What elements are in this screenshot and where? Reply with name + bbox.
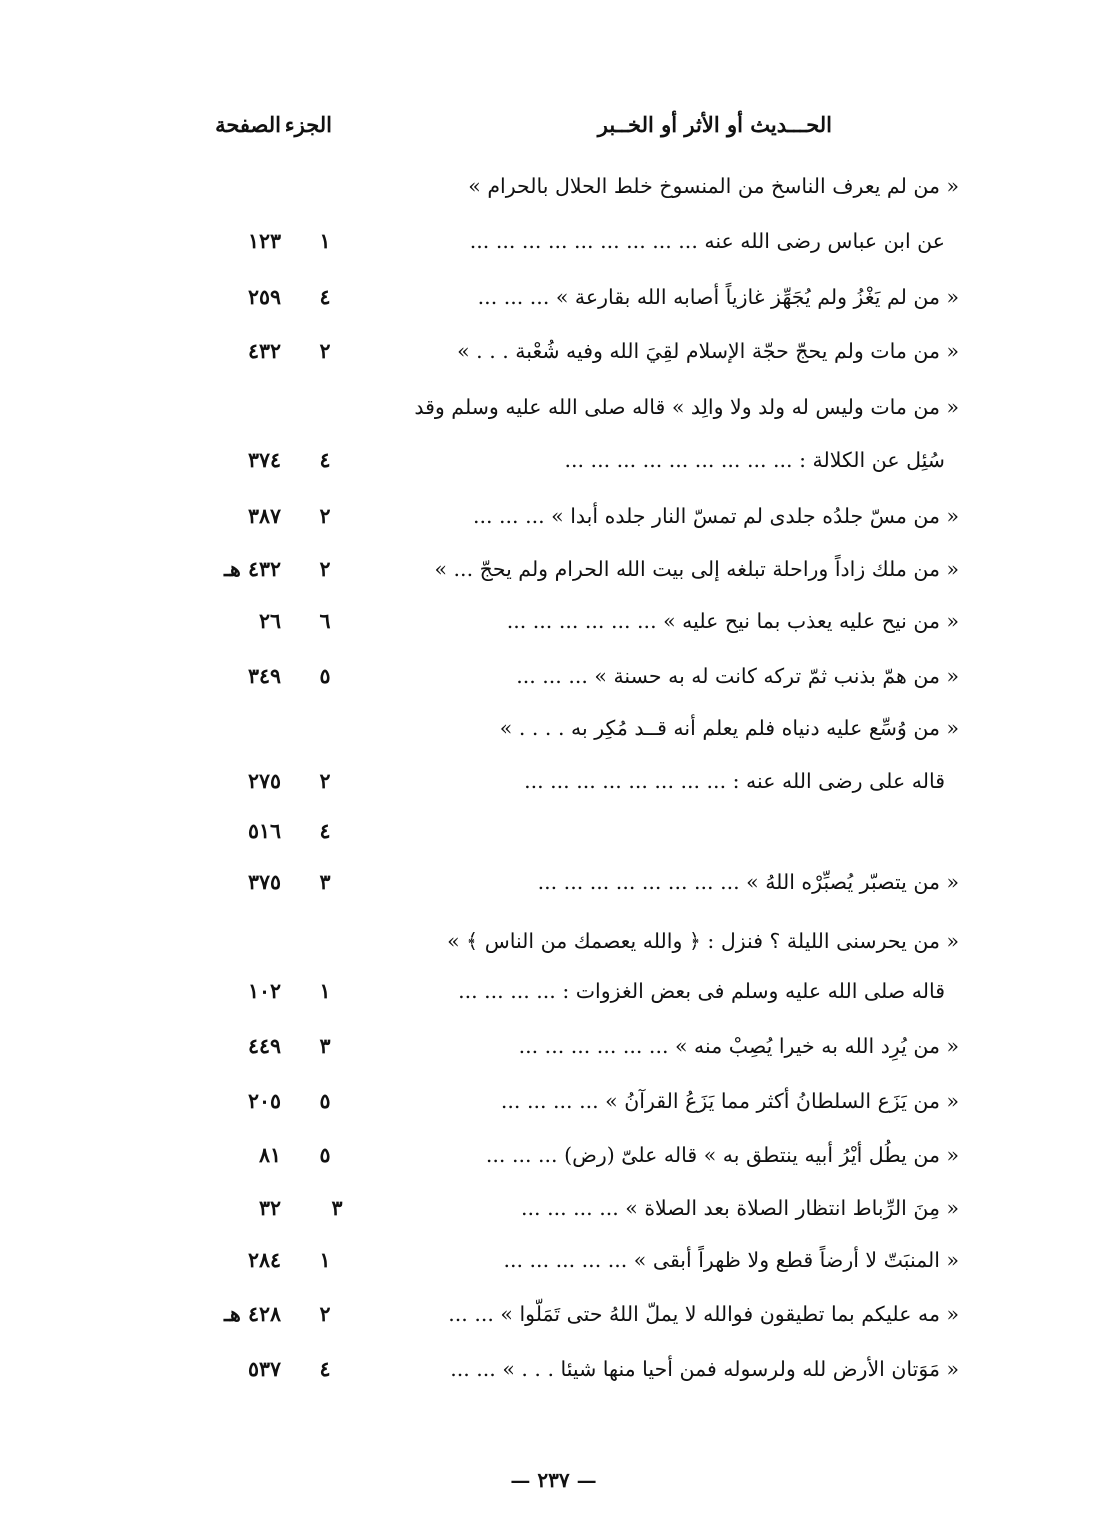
index-row [0, 975, 1107, 1015]
part-number: ٢ [319, 339, 331, 363]
hadith-text: قاله على رضى الله عنه : ... ... ... ... ... ... ... ... [524, 769, 945, 793]
index-row [0, 335, 1107, 375]
hadith-text: « مه عليكم بما تطيقون فوالله لا يملّ اللهُ حتى تَمَلّوا » ... ... [448, 1302, 959, 1326]
index-row [0, 925, 1107, 965]
hadith-text: سُئِل عن الكلالة : ... ... ... ... ... ... ... ... ... [564, 448, 945, 472]
index-row [0, 225, 1107, 265]
hadith-text: « المنبَتّ لا أرضاً قطع ولا ظهراً أبقى » ... ... ... ... ... [503, 1248, 959, 1272]
page-number: ٤٢٨ هـ [223, 1302, 281, 1326]
hadith-text: « من همّ بذنب ثمّ تركه كانت له به حسنة » ... ... ... [516, 664, 959, 688]
part-number: ١ [319, 1248, 331, 1272]
page-number: ٢٦ [258, 609, 281, 633]
page-number: ٣٧٥ [247, 870, 281, 894]
hadith-text: « من مات وليس له ولد ولا والِد » قاله صلى الله عليه وسلم وقد [414, 395, 959, 419]
part-number: ١ [319, 979, 331, 1003]
page-number: ٥٣٧ [247, 1357, 281, 1381]
page-number: ٢٧٥ [247, 769, 281, 793]
part-number: ٥ [319, 1089, 331, 1113]
hadith-text: « من وُسِّع عليه دنياه فلم يعلم أنه قــد مُكِر به . . . . » [499, 716, 959, 740]
part-number: ٦ [319, 609, 331, 633]
part-number: ٤ [319, 285, 331, 309]
hadith-text: « مَوَتان الأرض لله ولرسوله فمن أحيا منها شيئا . . . » ... ... [450, 1357, 959, 1381]
column-header-part: الجزء [284, 112, 332, 137]
part-number: ٢ [319, 557, 331, 581]
page-number: ٢٥٩ [247, 285, 281, 309]
hadith-text: « من لم يعرف الناسخ من المنسوخ خلط الحلال بالحرام » [468, 174, 959, 198]
hadith-text: عن ابن عباس رضى الله عنه ... ... ... ... ... ... ... ... ... [469, 229, 945, 253]
page-number: ٣٢ [258, 1196, 281, 1220]
index-row [0, 1030, 1107, 1070]
part-number: ٤ [319, 1357, 331, 1381]
index-row [0, 660, 1107, 700]
hadith-text: « من ملك زاداً وراحلة تبلغه إلى بيت الله الحرام ولم يحجّ ... » [434, 557, 959, 581]
page-number: ٤٣٢ [247, 339, 281, 363]
column-header-hadith: الحـــديث أو الأثر أو الخــبر [597, 112, 832, 137]
index-row [0, 1139, 1107, 1179]
hadith-text: قاله صلى الله عليه وسلم فى بعض الغزوات : ... ... ... ... [458, 979, 945, 1003]
part-number: ٤ [319, 819, 331, 843]
part-number: ٢ [319, 1302, 331, 1326]
page-number: ٢٠٥ [247, 1089, 281, 1113]
part-number: ٥ [319, 664, 331, 688]
index-row [0, 605, 1107, 645]
part-number: ١ [319, 229, 331, 253]
column-header-page: الصفحة [215, 112, 281, 137]
hadith-text: « من مسّ جلدُه جلدى لم تمسّ النار جلده أبدا » ... ... ... [472, 504, 959, 528]
index-row [0, 444, 1107, 484]
index-row [0, 170, 1107, 210]
hadith-text: « من يحرسنى الليلة ؟ فنزل : ﴿ والله يعصمك من الناس ﴾ » [447, 929, 959, 953]
index-row [0, 1085, 1107, 1125]
index-row [0, 391, 1107, 431]
index-row [0, 765, 1107, 805]
page-number: ١٠٢ [247, 979, 281, 1003]
index-row [0, 281, 1107, 321]
page-number: ٥١٦ [247, 819, 281, 843]
hadith-text: « من يطُل أيْرُ أبيه ينتطق به » قاله علىّ (رض) ... ... ... [485, 1143, 959, 1167]
part-number: ٥ [319, 1143, 331, 1167]
page-number: ٨١ [258, 1143, 281, 1167]
part-number: ٤ [319, 448, 331, 472]
page-number: ٣٨٧ [247, 504, 281, 528]
index-row [0, 1298, 1107, 1338]
part-number: ٢ [319, 769, 331, 793]
page-number: ٢٨٤ [247, 1248, 281, 1272]
index-row [0, 553, 1107, 593]
page-number: ٤٤٩ [247, 1034, 281, 1058]
index-row [0, 712, 1107, 752]
hadith-text: « من يَزَع السلطانُ أكثر مما يَزَعُ القرآنُ » ... ... ... ... [500, 1089, 959, 1113]
page-number: ٣٤٩ [247, 664, 281, 688]
hadith-text: « من يُرِد الله به خيرا يُصِبْ منه » ... ... ... ... ... ... [518, 1034, 959, 1058]
index-row [0, 1192, 1107, 1232]
part-number: ٣ [319, 870, 331, 894]
part-number: ٣ [319, 1034, 331, 1058]
index-row [0, 815, 1107, 855]
index-row [0, 866, 1107, 906]
hadith-text: « من لم يَغْزُ ولم يُجَهِّز غازياً أصابه الله بقارعة » ... ... ... [477, 285, 959, 309]
hadith-text: « من مات ولم يحجّ حجّة الإسلام لقِيَ الله وفيه شُعْبة . . . » [457, 339, 959, 363]
part-number: ٢ [319, 504, 331, 528]
index-row [0, 500, 1107, 540]
part-number: ٣ [331, 1196, 343, 1220]
footer-page-number: — ٢٣٧ — [510, 1468, 597, 1492]
page-number: ٤٣٢ هـ [223, 557, 281, 581]
hadith-text: « من يتصبّر يُصبِّرْه اللهُ » ... ... ... ... ... ... ... ... [537, 870, 959, 894]
index-row [0, 1244, 1107, 1284]
page-number: ١٢٣ [247, 229, 281, 253]
hadith-text: « مِنَ الرِّباط انتظار الصلاة بعد الصلاة » ... ... ... ... [521, 1196, 959, 1220]
page-number: ٣٧٤ [247, 448, 281, 472]
index-row [0, 1353, 1107, 1393]
hadith-text: « من نيح عليه يعذب بما نيح عليه » ... ... ... ... ... ... [506, 609, 959, 633]
